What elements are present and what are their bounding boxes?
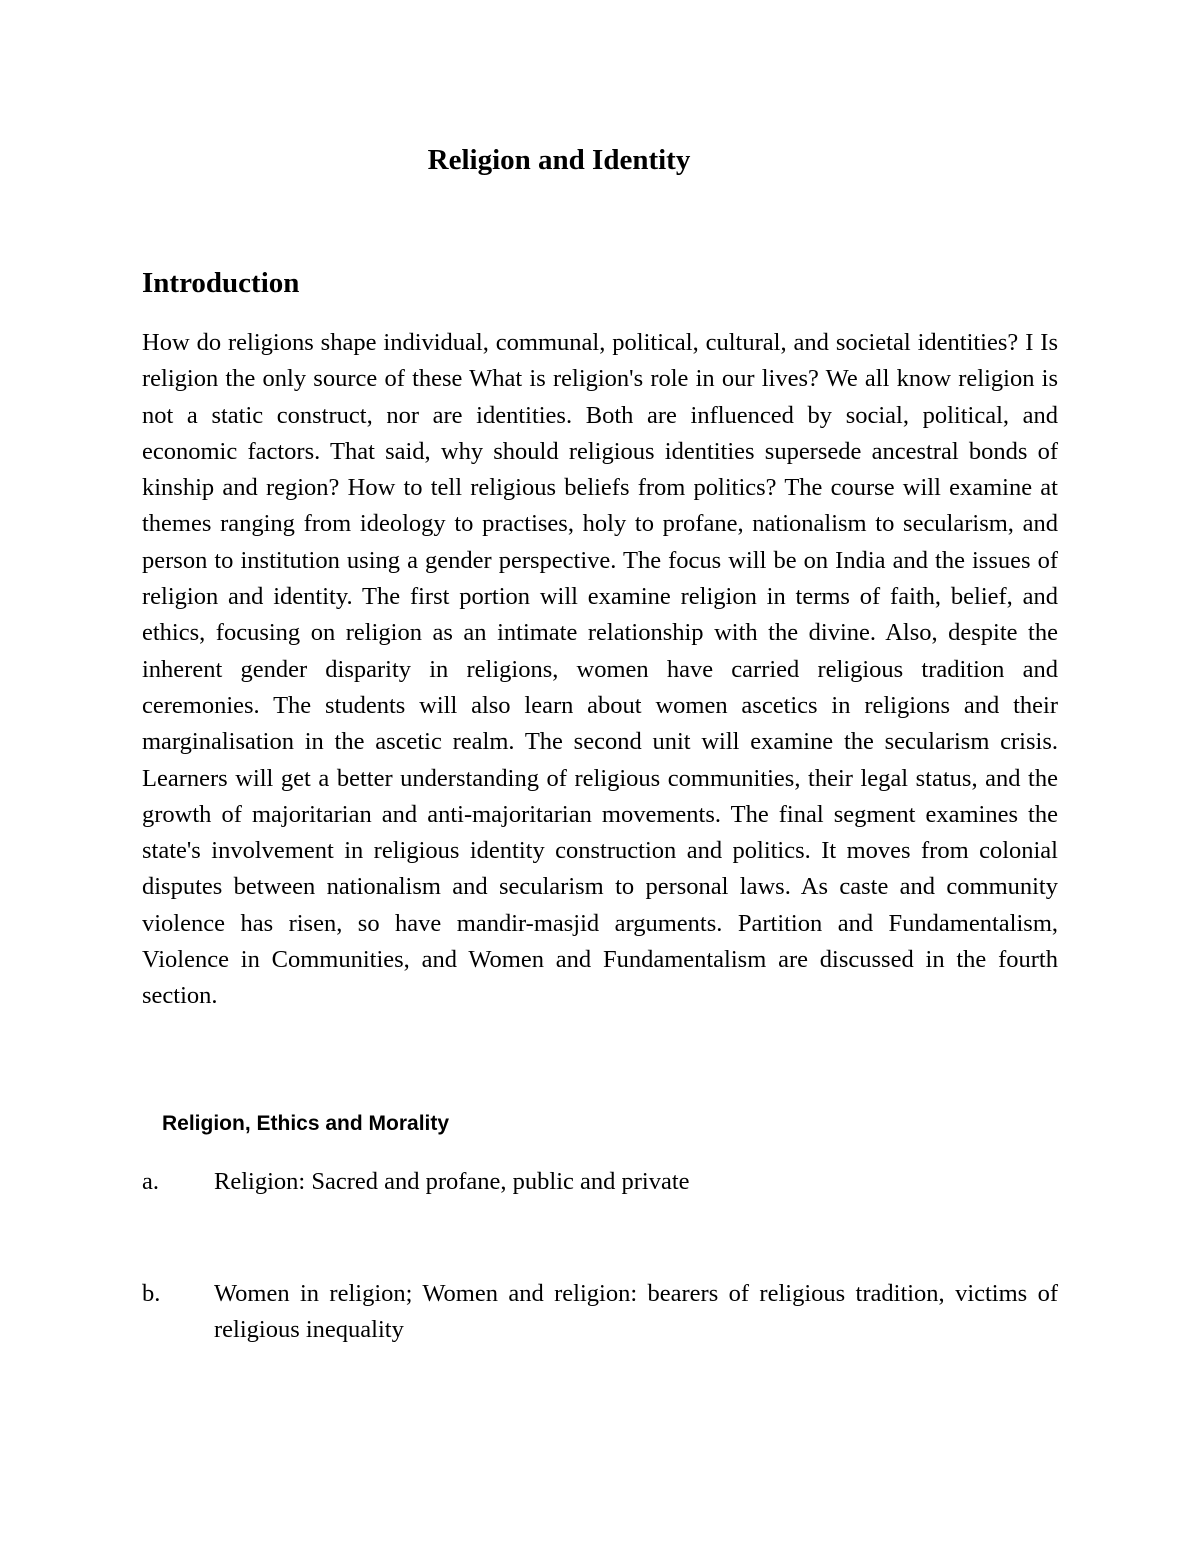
list-item-a xyxy=(142,1164,1058,1200)
section-heading-religion-ethics-morality: Religion, Ethics and Morality xyxy=(162,1112,450,1135)
list-item-b xyxy=(142,1276,1058,1349)
list-text-b: Women in religion; Women and religion: bearers of religious tradition, victims of religious inequality xyxy=(214,1280,1058,1344)
list-marker-b: b. xyxy=(142,1280,161,1307)
list-marker-a: a. xyxy=(142,1168,159,1195)
introduction-paragraph: How do religions shape individual, communal, political, cultural, and societal identities? I Is religion the only source of these What is religion's role in our lives? We all know religion is not a static construct, nor are identities. Both are influenced by social, political, and economic factors. That said, why should religious identities supersede ancestral bonds of kinship and region? How to tell religious beliefs from politics? The course will examine at themes ranging from ideology to practises, holy to profane, nationalism to secularism, and person to institution using a gender perspective. The focus will be on India and the issues of religion and identity. The first portion will examine religion in terms of faith, belief, and ethics, focusing on religion as an intimate relationship with the divine. Also, despite the inherent gender disparity in religions, women have carried religious tradition and ceremonies. The students will also learn about women ascetics in religions and their marginalisation in the ascetic realm. The second unit will examine the secularism crisis. Learners will get a better understanding of religious communities, their legal status, and the growth of majoritarian and anti-majoritarian movements. The final segment examines the state's involvement in religious identity construction and politics. It moves from colonial disputes between nationalism and secularism to personal laws. As caste and community violence has risen, so have mandir-masjid arguments. Partition and Fundamentalism, Violence in Communities, and Women and Fundamentalism are discussed in the fourth section. xyxy=(142,329,1058,1010)
document-title: Religion and Identity xyxy=(427,144,691,176)
introduction-heading: Introduction xyxy=(142,267,300,299)
list-text-a: Religion: Sacred and profane, public and private xyxy=(214,1168,690,1195)
